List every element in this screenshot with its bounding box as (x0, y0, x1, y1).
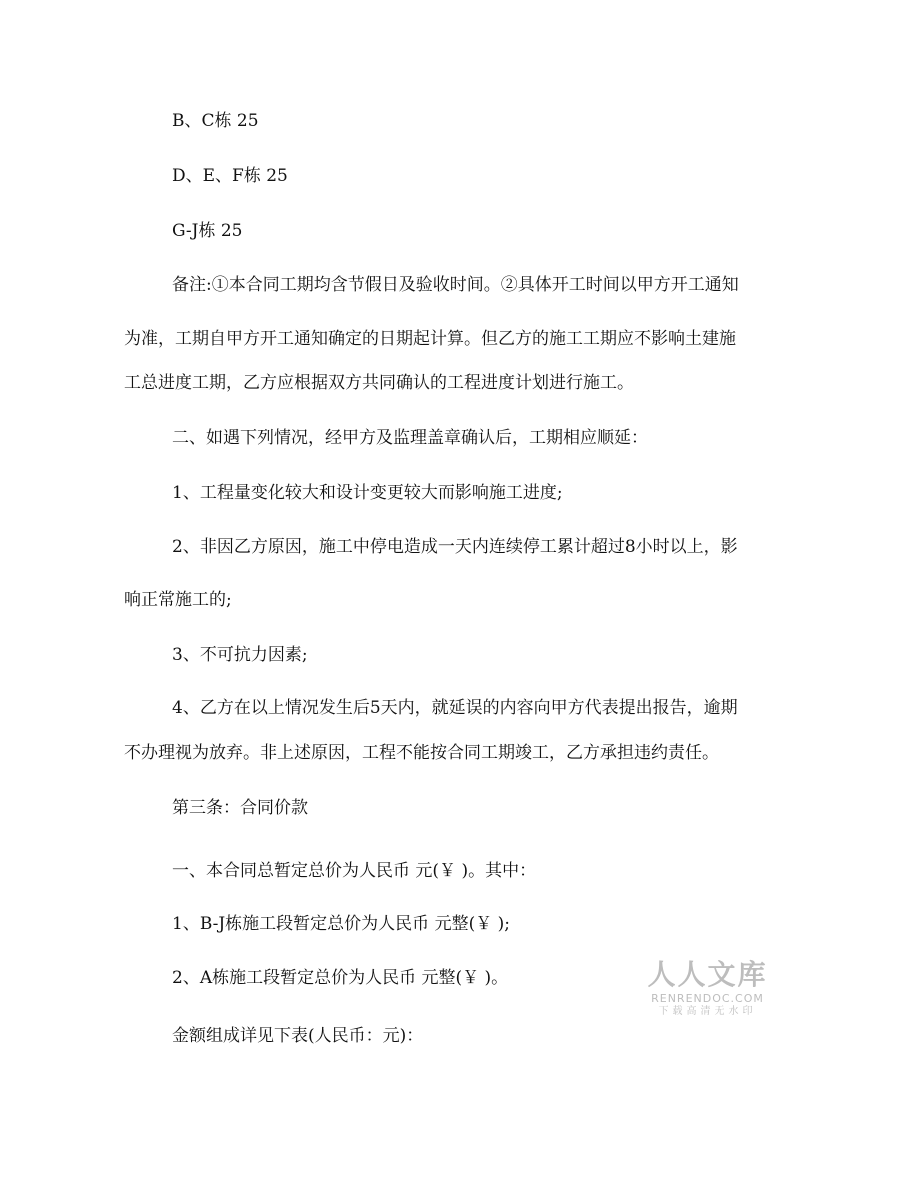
watermark-slogan: 下载高清无水印 (658, 1006, 757, 1017)
text-line-6: 工总进度工期，乙方应根据双方共同确认的工程进度计划进行施工。 (124, 373, 634, 393)
text-line-10: 响正常施工的; (124, 590, 232, 610)
text-line-7: 二、如遇下列情况，经甲方及监理盖章确认后，工期相应顺延： (172, 428, 648, 448)
text-line-3: G-J栋 25 (172, 221, 243, 241)
text-line-16: 1、B-J栋施工段暂定总价为人民币 元整(￥ ); (172, 914, 510, 934)
text-line-15: 一、本合同总暂定总价为人民币 元(￥ )。其中： (172, 861, 537, 881)
watermark (640, 958, 775, 1018)
text-line-4: 备注:①本合同工期均含节假日及验收时间。②具体开工时间以甲方开工通知 (172, 275, 739, 295)
text-line-2: D、E、F栋 25 (172, 166, 288, 186)
text-line-14: 第三条：合同价款 (172, 798, 308, 818)
text-line-17: 2、A栋施工段暂定总价为人民币 元整(￥ )。 (172, 968, 509, 988)
text-line-11: 3、不可抗力因素; (172, 645, 308, 665)
watermark-title: 人人文库 (647, 958, 768, 991)
watermark-domain: RENRENDOC.COM (651, 992, 764, 1005)
text-line-13: 不办理视为放弃。非上述原因，工程不能按合同工期竣工，乙方承担违约责任。 (124, 743, 719, 763)
text-line-8: 1、工程量变化较大和设计变更较大而影响施工进度; (172, 483, 563, 503)
text-line-1: B、C栋 25 (172, 111, 259, 131)
text-line-5: 为准，工期自甲方开工通知确定的日期起计算。但乙方的施工工期应不影响土建施 (124, 329, 736, 349)
text-line-9: 2、非因乙方原因，施工中停电造成一天内连续停工累计超过8小时以上，影 (172, 537, 738, 557)
text-line-18: 金额组成详见下表(人民币：元)： (172, 1026, 424, 1046)
text-line-12: 4、乙方在以上情况发生后5天内，就延误的内容向甲方代表提出报告，逾期 (172, 698, 738, 718)
